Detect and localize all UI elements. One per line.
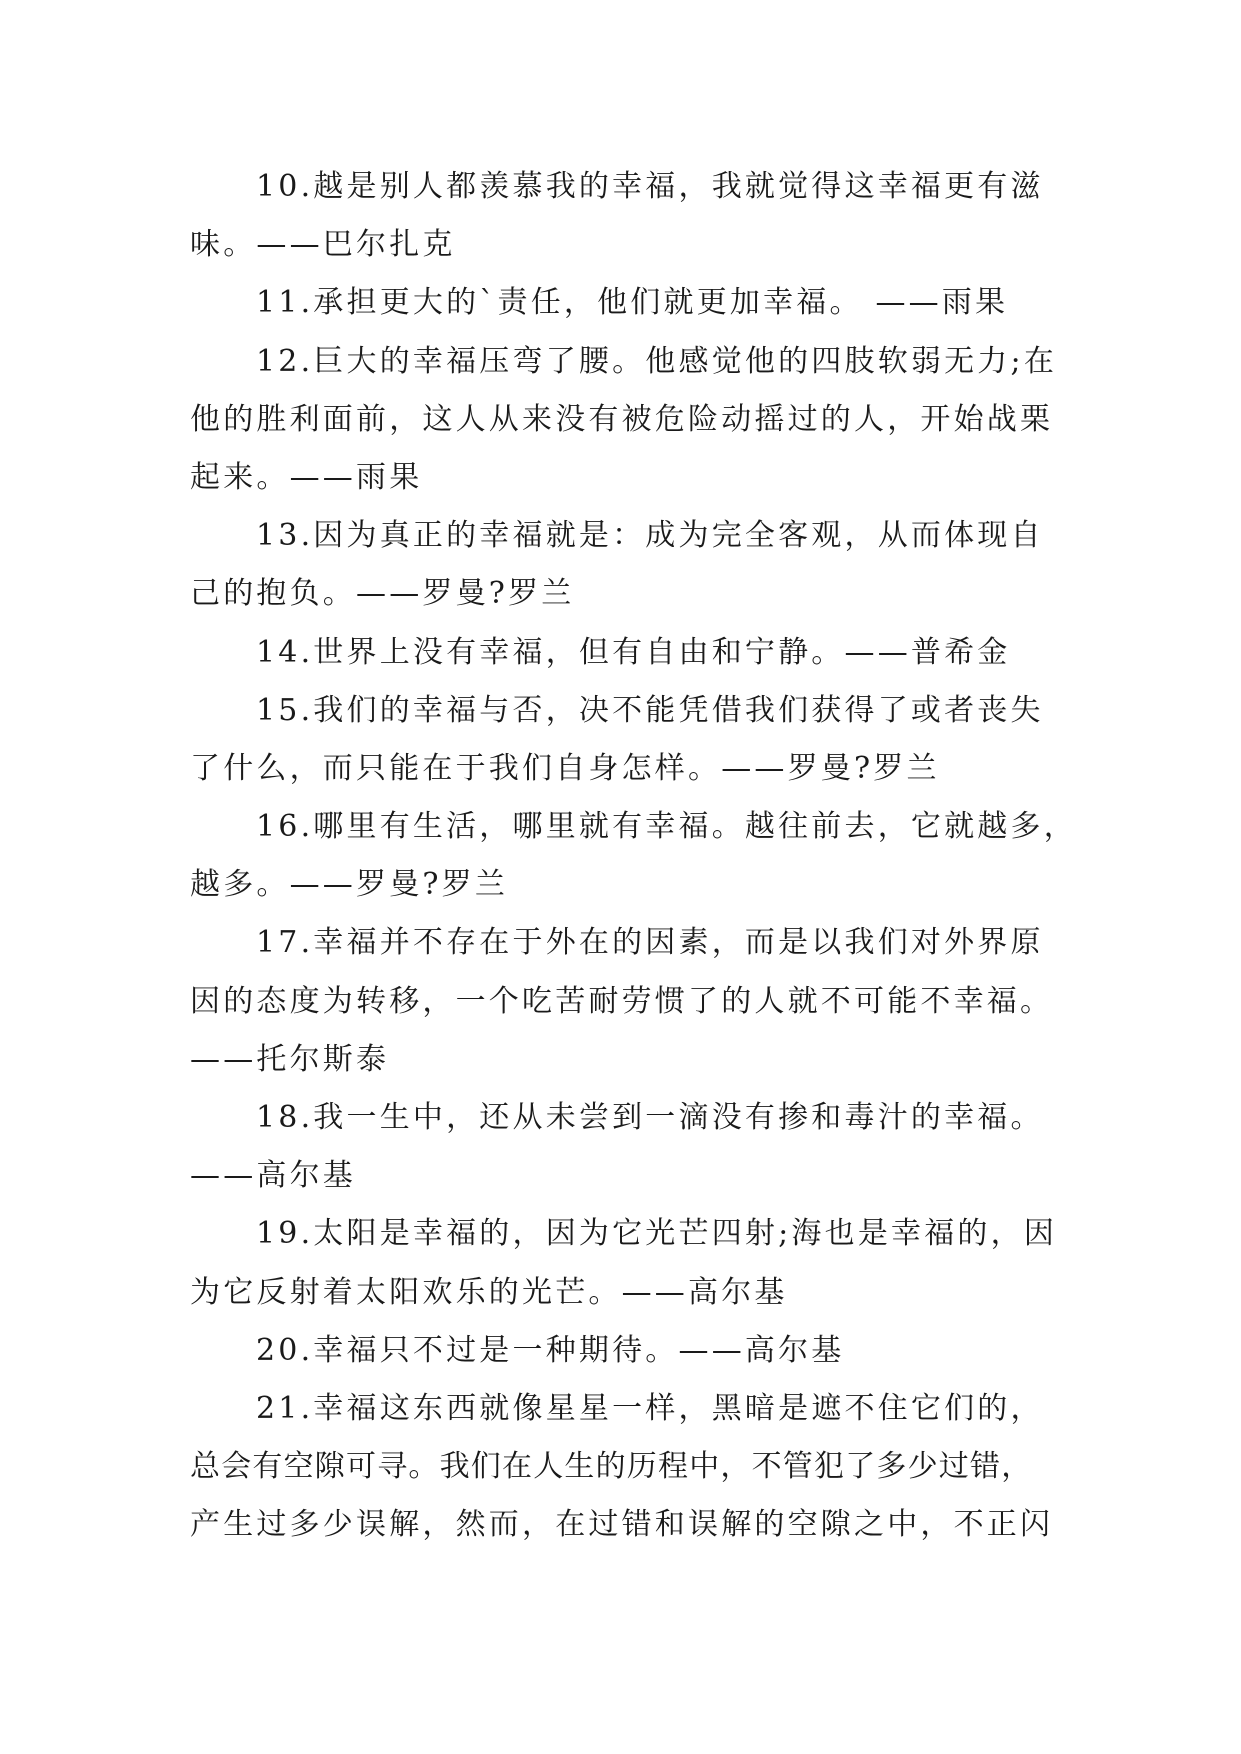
text-line: 因的态度为转移，一个吃苦耐劳惯了的人就不可能不幸福。 — [190, 983, 1054, 1019]
document-body — [190, 158, 1077, 1555]
text-line: 18.我一生中，还从未尝到一滴没有掺和毒汁的幸福。 — [256, 1100, 1044, 1135]
text-line: 己的抱负。——罗曼?罗兰 — [190, 576, 575, 612]
text-line: 起来。——雨果 — [190, 459, 423, 495]
text-line: 11.承担更大的`责任，他们就更加幸福。 ——雨果 — [256, 285, 1009, 321]
text-line: 10.越是别人都羡慕我的幸福，我就觉得这幸福更有滋 — [256, 169, 1044, 204]
text-line: 产生过多少误解，然而，在过错和误解的空隙之中，不正闪 — [190, 1507, 1054, 1543]
text-line: 了什么，而只能在于我们自身怎样。——罗曼?罗兰 — [190, 750, 940, 786]
text-line: 13.因为真正的幸福就是：成为完全客观，从而体现自 — [256, 518, 1044, 554]
text-line: 17.幸福并不存在于外在的因素，而是以我们对外界原 — [256, 925, 1044, 961]
text-line: 20.幸福只不过是一种期待。——高尔基 — [256, 1332, 845, 1368]
text-line: ——高尔基 — [190, 1158, 356, 1194]
text-line: 15.我们的幸福与否，决不能凭借我们获得了或者丧失 — [256, 692, 1044, 728]
text-line: 他的胜利面前，这人从来没有被危险动摇过的人，开始战栗 — [190, 401, 1054, 437]
text-line: 总会有空隙可寻。我们在人生的历程中，不管犯了多少过错， — [190, 1449, 1033, 1485]
text-line: 14.世界上没有幸福，但有自由和宁静。——普希金 — [256, 634, 1011, 670]
text-line: 味。——巴尔扎克 — [190, 227, 456, 263]
text-line: 越多。——罗曼?罗兰 — [190, 867, 509, 903]
text-line: 12.巨大的幸福压弯了腰。他感觉他的四肢软弱无力;在 — [256, 343, 1058, 379]
text-line: 19.太阳是幸福的，因为它光芒四射;海也是幸福的，因 — [256, 1216, 1058, 1252]
text-line: ——托尔斯泰 — [190, 1041, 390, 1077]
text-line: 16.哪里有生活，哪里就有幸福。越往前去，它就越多， — [256, 809, 1077, 845]
text-line: 为它反射着太阳欢乐的光芒。——高尔基 — [190, 1274, 788, 1310]
text-line: 21.幸福这东西就像星星一样，黑暗是遮不住它们的， — [256, 1390, 1044, 1426]
